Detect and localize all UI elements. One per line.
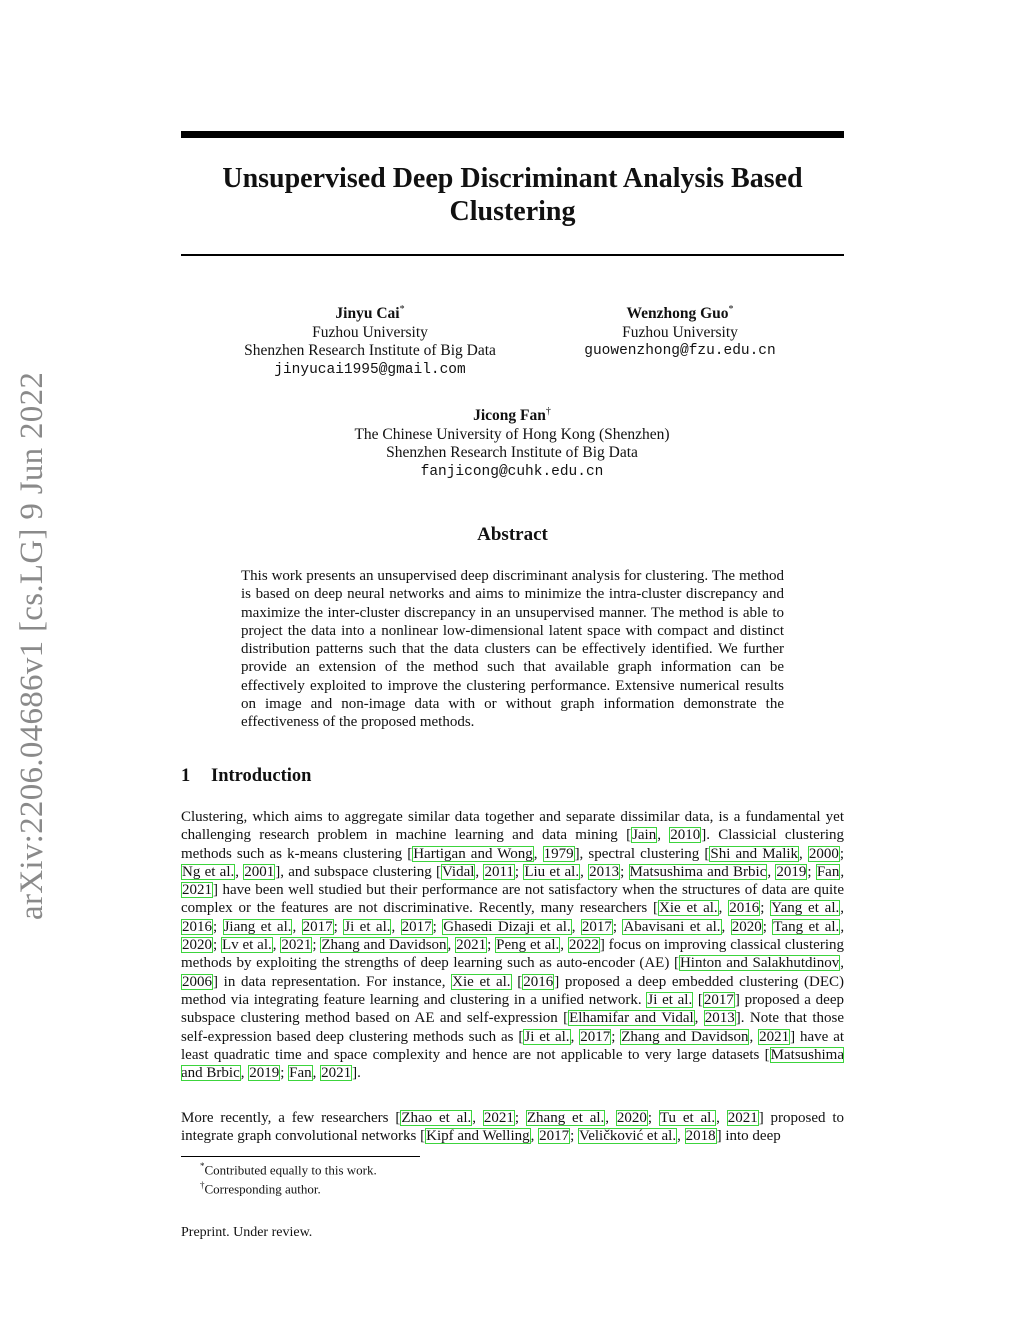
citation-link[interactable]: Zhang and Davidson [621,1028,749,1045]
citation-link[interactable]: 2006 [182,973,212,990]
citation-link[interactable]: Elhamifar and Vidal [569,1010,694,1027]
citation-link[interactable]: 2017 [580,1028,611,1045]
citation-link[interactable]: Jain [632,827,657,844]
section-title: Introduction [211,766,312,786]
abstract-heading: Abstract [477,524,548,545]
citation-link[interactable]: 2016 [182,918,212,935]
author-mark: † [545,406,551,417]
citation-link[interactable]: Vidal [441,863,475,880]
citation-link[interactable]: 2000 [808,845,839,862]
author-email[interactable]: fanjicong@cuhk.edu.cn [420,463,604,480]
citation-link[interactable]: 2021 [483,1110,514,1126]
citation-link[interactable]: Zhang and Davidson [321,937,447,954]
citation-link[interactable]: 2013 [704,1010,735,1027]
citation-link[interactable]: Tang et al. [773,918,840,935]
citation-link[interactable]: 2018 [685,1128,716,1145]
citation-link[interactable]: 2021 [759,1028,790,1045]
citation-link[interactable]: Shi and Malik [710,845,799,862]
arxiv-identifier: arXiv:2206.04686v1 [cs.LG] 9 Jun 2022 [14,371,50,920]
citation-link[interactable]: 2020 [182,937,212,954]
citation-link[interactable]: Matsushima and Brbic [629,863,767,880]
citation-link[interactable]: 2017 [703,991,734,1008]
citation-link[interactable]: Peng et al. [496,937,560,954]
citation-link[interactable]: 2019 [776,863,807,880]
citation-link[interactable]: Yang et al. [771,900,840,917]
citation-link[interactable]: 2016 [729,900,760,917]
author-affiliation: Shenzhen Research Institute of Big Data [386,444,638,462]
author-name: Jicong Fan [473,407,546,425]
citation-link[interactable]: 2020 [731,918,762,935]
citation-link[interactable]: 2017 [401,918,432,935]
footnote-text: Corresponding author. [204,1181,321,1197]
citation-link[interactable]: Xie et al. [452,973,511,990]
citation-link[interactable]: 2020 [616,1110,647,1126]
citation-link[interactable]: 2017 [302,918,333,935]
citation-link[interactable]: 2021 [727,1110,758,1126]
title-rule-bottom [181,254,844,256]
author-affiliation: Fuzhou University [312,323,428,341]
citation-link[interactable]: Ji et al. [524,1028,570,1045]
title-rule-top [181,131,844,138]
citation-link[interactable]: 2001 [244,863,275,880]
intro-paragraph: Clustering, which aims to aggregate similar data together and separate dissimilar data, is a fundamental yet challenging research problem in machine learning and data mining [Jain, 2010]. Classicial clustering methods such as k-means clustering [Hartigan and Wong, 1979], spectral clustering [Shi and Malik, 2000; Ng et al., 2001], and subspace clustering [Vidal, 2011; Liu et al., 2013; Matsushima and Brbic, 2019; Fan, 2021] have been well studied but their performance are not satisfactory when the structures of data are quite complex or the features are not discriminative. Recently, many researchers [Xie et al., 2016; Yang et al., 2016; Jiang et al., 2017; Ji et al., 2017; Ghasedi Dizaji et al., 2017; Abavisani et al., 2020; Tang et al., 2020; Lv et al., 2021; Zhang and Davidson, 2021; Peng et al., 2022] focus on improving classical clustering methods by exploiting the strengths of deep learning such as auto-encoder (AE) [Hinton and Salakhutdinov, 2006] in data representation. For instance, Xie et al. [2016] proposed a deep embedded clustering (DEC) method via integrating feature learning and clustering in a unified network. Ji et al. [2017] proposed a deep subspace clustering method based on AE and self-expression [Elhamifar and Vidal, 2013]. Note that those self-expression based deep clustering methods such as [Ji et al., 2017; Zhang and Davidson, 2021] have at least quadratic time and space complexity and hence are not applicable to very large datasets [Matsushima and Brbic, 2019; Fan, 2021]. [181,809,845,1082]
citation-link[interactable]: 2013 [589,863,620,880]
author-name: Jinyu Cai [335,305,400,323]
citation-link[interactable]: Jiang et al. [223,918,292,935]
author-email[interactable]: guowenzhong@fzu.edu.cn [584,343,776,360]
citation-link[interactable]: 2021 [182,882,212,899]
citation-link[interactable]: Veličković et al. [579,1128,677,1145]
citation-link[interactable]: 2022 [568,937,599,954]
citation-link[interactable]: Matsushima and Brbic [181,1046,844,1082]
citation-link[interactable]: 2021 [281,937,312,954]
citation-link[interactable]: Zhang et al. [526,1110,605,1126]
citation-link[interactable]: 2010 [670,827,701,844]
citation-link[interactable]: 2011 [484,863,514,880]
section-number: 1 [181,766,191,786]
footnote-rule [181,1156,420,1157]
footnote-mark: † [200,1180,205,1190]
citation-link[interactable]: Xie et al. [658,900,718,917]
footnote-mark: * [200,1161,205,1171]
citation-link[interactable]: 2016 [523,973,554,990]
author-name: Wenzhong Guo [626,305,729,323]
citation-link[interactable]: Kipf and Welling [426,1128,530,1145]
citation-link[interactable]: Liu et al. [524,863,580,880]
preprint-note: Preprint. Under review. [181,1225,313,1240]
citation-link[interactable]: 1979 [543,845,574,862]
author-mark: * [399,304,405,315]
citation-link[interactable]: 2017 [581,918,612,935]
footnote [200,1158,377,1178]
footnote [200,1177,321,1197]
author-affiliation: The Chinese University of Hong Kong (Shenzhen) [354,425,670,443]
section-heading [181,766,311,787]
citation-link[interactable]: 2021 [321,1065,352,1082]
citation-link[interactable]: Ng et al. [182,863,235,880]
author-affiliation: Shenzhen Research Institute of Big Data [244,342,496,360]
citation-link[interactable]: 2021 [456,937,487,954]
citation-link[interactable]: Lv et al. [222,937,272,954]
citation-link[interactable]: 2017 [539,1128,570,1145]
author-email[interactable]: jinyucai1995@gmail.com [274,361,466,378]
author-mark: * [728,304,734,315]
intro-paragraph: More recently, a few researchers [Zhao et al., 2021; Zhang et al., 2020; Tu et al., 2021] proposed to integrate graph convolutional networks [Kipf and Welling, 2017; Veličković et al., 2018] into deep [181,1110,845,1145]
citation-link[interactable]: Hinton and Salakhutdinov [679,955,840,972]
citation-link[interactable]: 2019 [249,1065,280,1082]
citation-link[interactable]: Hartigan and Wong [413,845,533,862]
citation-link[interactable]: Abavisani et al. [623,918,721,935]
paper-title: Unsupervised Deep Discriminant Analysis Based Clustering [222,163,803,227]
citation-link[interactable]: Fan [816,863,840,880]
citation-link[interactable]: Ji et al. [647,991,693,1008]
author-block [225,301,515,379]
citation-link[interactable]: Ji et al. [344,918,391,935]
author-affiliation: Fuzhou University [622,323,738,341]
abstract-text: This work presents an unsupervised deep discriminant analysis for clustering. The method is based on deep neural networks and aims to minimize the intra-cluster discrepancy and maximize the inter-cluster discrepancy in an unsupervised manner. The method is able to project the data into a nonlinear low-dimensional latent space with compact and distinct distribution patterns such that the data clusters can be effectively identified. We further provide an extension of the method such that available graph information can be effectively exploited to improve the clustering performance. Extensive numerical results on image and non-image data with or without graph information demonstrate the effectiveness of the proposed methods. [241,568,784,731]
citation-link[interactable]: Ghasedi Dizaji et al. [443,918,571,935]
citation-link[interactable]: Fan [289,1065,312,1082]
author-block [555,301,805,361]
citation-link[interactable]: Zhao et al. [401,1110,472,1126]
author-block [312,403,712,481]
footnote-text: Contributed equally to this work. [204,1162,377,1178]
citation-link[interactable]: Tu et al. [659,1110,716,1126]
